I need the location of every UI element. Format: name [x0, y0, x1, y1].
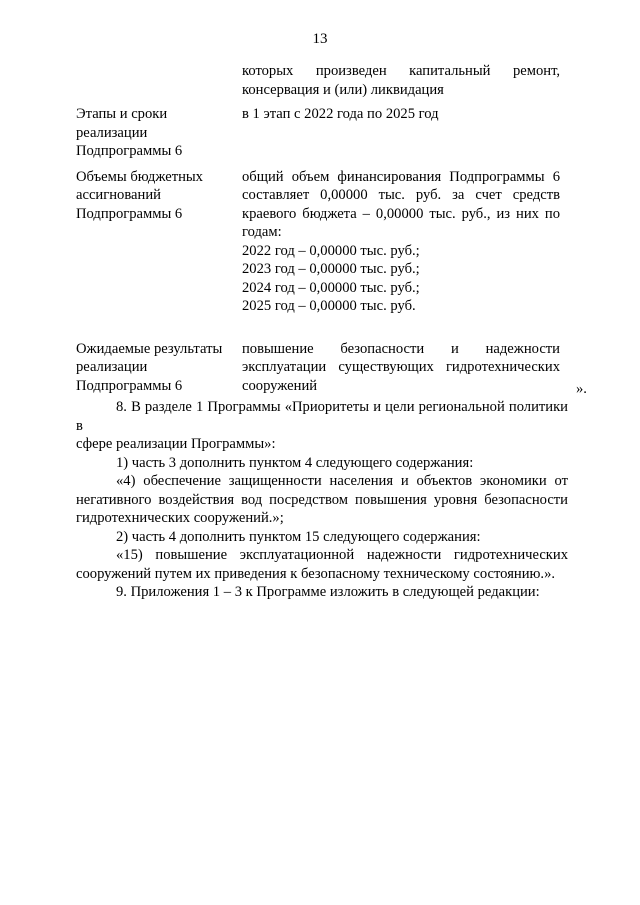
passport-table — [76, 62, 560, 395]
paragraph-line: «15) повышение эксплуатационной надежности гидротехнических — [116, 547, 568, 563]
paragraph-line: сфере реализации Программы»: — [76, 436, 276, 452]
paragraph-8-2-text — [76, 546, 568, 583]
paragraph-line: 9. Приложения 1 – 3 к Программе изложить в следующей редакции: — [116, 584, 540, 600]
paragraph-line: сооружений путем их приведения к безопасному техническому состоянию.». — [76, 565, 556, 582]
passport-row-value — [242, 168, 560, 316]
passport-row-stages — [76, 105, 560, 161]
value-line: в 1 этап с 2022 года по 2025 год — [242, 106, 439, 122]
paragraph-8-1-text — [76, 472, 568, 528]
paragraph-line: 2) часть 4 дополнить пунктом 15 следующего содержания: — [116, 528, 481, 545]
paragraph-line: 1) часть 3 дополнить пунктом 4 следующего содержания: — [116, 454, 474, 471]
passport-row-value — [242, 62, 560, 99]
value-line: эксплуатации существующих гидротехнических — [242, 359, 560, 375]
value-line: повышение безопасности и надежности — [242, 340, 560, 357]
paragraph-line: 8. В разделе 1 Программы «Приоритеты и цели региональной политики в — [76, 399, 568, 434]
label-line: Объемы бюджетных — [76, 168, 203, 185]
passport-row-value — [242, 340, 560, 396]
passport-row-continuation — [76, 62, 560, 99]
passport-row-label — [76, 105, 236, 161]
value-line: 2025 год – 0,00000 тыс. руб. — [242, 298, 416, 314]
paragraph-line: гидротехнических сооружений.»; — [76, 510, 284, 526]
value-line: 2023 год – 0,00000 тыс. руб.; — [242, 261, 420, 277]
paragraph-8 — [76, 398, 568, 454]
passport-row-funding — [76, 168, 560, 316]
paragraph-line: негативного воздействия вод посредством повышения уровня безопасности — [76, 491, 568, 508]
paragraph-line: «4) обеспечение защищенности населения и объектов экономики от — [116, 473, 568, 489]
value-line: сооружений — [242, 377, 318, 394]
label-line: Подпрограммы 6 — [76, 143, 183, 159]
passport-row-value — [242, 105, 560, 161]
label-line: реализации — [76, 359, 148, 375]
closing-quote: ». — [576, 381, 587, 397]
passport-row-label — [76, 62, 236, 99]
value-line: составляет 0,00000 тыс. руб. за счет средств — [242, 187, 560, 203]
label-line: Подпрограммы 6 — [76, 205, 183, 222]
label-line: Этапы и сроки — [76, 106, 168, 122]
label-line: Подпрограммы 6 — [76, 377, 183, 394]
value-line: 2022 год – 0,00000 тыс. руб.; — [242, 242, 420, 259]
value-line: консервация и (или) ликвидация — [242, 81, 444, 98]
value-line: 2024 год – 0,00000 тыс. руб.; — [242, 279, 420, 296]
paragraph-9 — [76, 583, 568, 602]
value-line: общий объем финансирования Подпрограммы 6 — [242, 168, 560, 185]
passport-row-results — [76, 340, 560, 396]
value-line: которых произведен капитальный ремонт, — [242, 63, 560, 79]
page-number: 13 — [312, 31, 328, 47]
amendments-text — [76, 398, 568, 602]
passport-row-label — [76, 168, 236, 316]
passport-row-label — [76, 340, 236, 396]
paragraph-8-1 — [76, 454, 568, 473]
value-line: годам: — [242, 224, 282, 240]
paragraph-8-2 — [76, 528, 568, 547]
label-line: Ожидаемые результаты — [76, 340, 223, 357]
label-line: ассигнований — [76, 187, 161, 203]
label-line: реализации — [76, 124, 148, 141]
value-line: краевого бюджета – 0,00000 тыс. руб., из них по — [242, 205, 560, 222]
